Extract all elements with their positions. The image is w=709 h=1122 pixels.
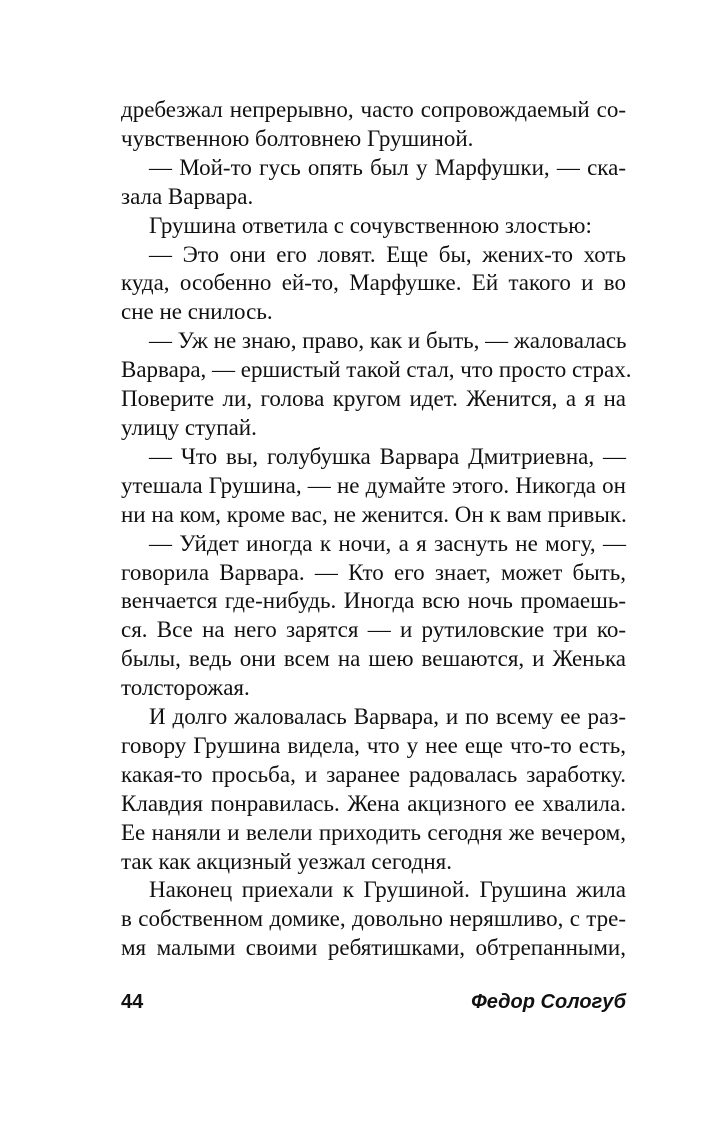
text-line: Ее наняли и велели приходить сегодня же вечером,	[121, 819, 626, 845]
text-line: куда, особенно ей-то, Марфушке. Ей такого и во	[121, 270, 626, 296]
text-line: — Это они его ловят. Еще бы, жених-то хоть	[149, 241, 626, 267]
text-line: мя малыми своими ребятишками, обтрепанными,	[121, 935, 626, 961]
text-line: дребезжал непрерывно, часто сопровождаемый со-	[121, 97, 626, 122]
page-footer	[121, 991, 626, 1021]
text-line: какая-то просьба, и заранее радовалась заработку.	[121, 761, 626, 787]
running-head-author: Федор Сологуб	[471, 991, 626, 1013]
text-line: Наконец приехали к Грушиной. Грушина жила	[149, 877, 626, 903]
text-line: — Что вы, голубушка Варвара Дмитриевна, —	[149, 443, 626, 469]
text-line: былы, ведь они всем на шею вешаются, и Женька	[121, 646, 626, 672]
body-text	[121, 96, 632, 963]
text-line: чувственною болтовнею Грушиной.	[121, 125, 474, 151]
text-line: — Мой-то гусь опять был у Марфушки, — ска-	[149, 154, 626, 180]
text-line: зала Варвара.	[121, 183, 254, 209]
text-line: венчается где-нибудь. Иногда всю ночь промаешь-	[121, 588, 626, 614]
text-line: ся. Все на него зарятся — и рутиловские три ко-	[121, 617, 626, 643]
text-line: И долго жаловалась Варвара, и по всему ее раз-	[149, 704, 626, 730]
text-line: говорила Варвара. — Кто его знает, может быть,	[121, 559, 626, 585]
text-line: в собственном домике, довольно неряшливо, с тре-	[121, 906, 626, 932]
text-line: говору Грушина видела, что у нее еще что-то есть,	[121, 732, 626, 758]
text-line: ни на ком, кроме вас, не женится. Он к вам привык.	[121, 501, 627, 527]
text-line: так как акцизный уезжал сегодня.	[121, 848, 452, 874]
text-line: улицу ступай.	[121, 414, 257, 440]
text-line: — Уж не знаю, право, как и быть, — жаловалась	[149, 328, 627, 354]
text-line: Грушина ответила с сочувственною злостью:	[149, 212, 592, 238]
text-line: утешала Грушина, — не думайте этого. Никогда он	[121, 472, 626, 498]
text-line: Клавдия понравилась. Жена акцизного ее хвалила.	[121, 790, 626, 816]
text-line: толсторожая.	[121, 675, 250, 701]
text-line: сне не снилось.	[121, 299, 273, 325]
text-line: Поверите ли, голова кругом идет. Женится, а я на	[121, 386, 626, 412]
page-number: 44	[121, 991, 144, 1013]
text-line: Варвара, — ершистый такой стал, что просто страх.	[121, 357, 632, 383]
text-line: — Уйдет иногда к ночи, а я заснуть не могу, —	[149, 530, 626, 556]
